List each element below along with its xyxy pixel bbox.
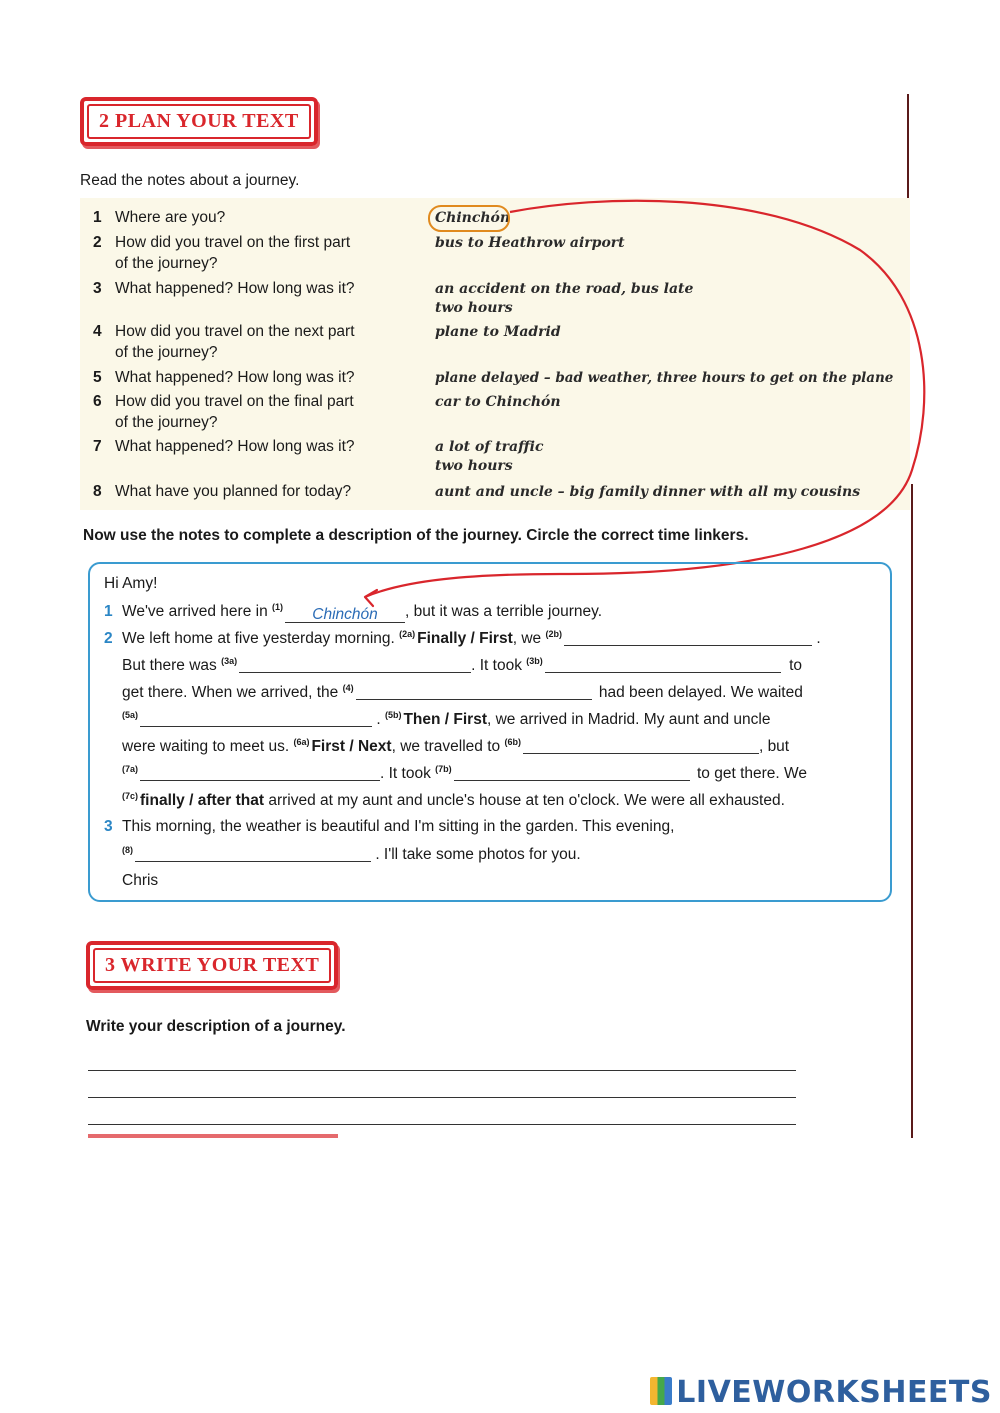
- text: .: [376, 711, 381, 728]
- linker-option-5b[interactable]: Then / First: [403, 711, 487, 728]
- ref-5b: (5b): [384, 710, 402, 720]
- text: . I'll take some photos for you.: [375, 846, 581, 863]
- blank-8[interactable]: [135, 845, 371, 862]
- blank-7b[interactable]: [454, 764, 690, 781]
- linker-option-2a[interactable]: Finally / First: [417, 630, 513, 647]
- letter-line-4: [122, 683, 803, 702]
- section-3-title: 3 WRITE YOUR TEXT: [93, 948, 331, 983]
- question-text: What happened? How long was it?: [115, 438, 355, 455]
- question-text: What have you planned for today?: [115, 483, 352, 500]
- ref-7a: (7a): [122, 764, 139, 774]
- letter-line-1: [104, 602, 602, 623]
- ref-3b: (3b): [526, 656, 543, 666]
- ref-5a: (5a): [122, 710, 139, 720]
- text: This morning, the weather is beautiful and I'm sitting in the garden. This evening,: [122, 818, 675, 835]
- question-number: 7: [93, 438, 102, 455]
- ref-2a: (2a): [399, 629, 416, 639]
- writing-line-1[interactable]: [88, 1070, 796, 1071]
- section-3-intro: Write your description of a journey.: [86, 1018, 346, 1035]
- question-text-cont: of the journey?: [115, 414, 218, 431]
- ref-6a: (6a): [293, 737, 310, 747]
- blank-2b[interactable]: [564, 629, 812, 646]
- red-bar-fragment: [88, 1134, 338, 1138]
- text: We've arrived here in: [122, 603, 268, 620]
- answer-2: bus to Heathrow airport: [435, 235, 625, 251]
- blank-6b[interactable]: [523, 737, 759, 754]
- ref-7c: (7c): [122, 791, 139, 801]
- text: get there. When we arrived, the: [122, 684, 339, 701]
- ref-3a: (3a): [221, 656, 238, 666]
- question-text-cont: of the journey?: [115, 255, 218, 272]
- blank-7a[interactable]: [140, 764, 380, 781]
- text: .: [816, 630, 821, 647]
- question-number: 5: [93, 369, 102, 386]
- letter-line-9: [104, 818, 674, 836]
- paragraph-number: 3: [104, 818, 113, 835]
- letter-signoff: Chris: [122, 872, 159, 889]
- blank-1[interactable]: Chinchón: [285, 606, 405, 623]
- answer-5: plane delayed – bad weather, three hours to get on the plane: [435, 370, 894, 386]
- ref-7b: (7b): [435, 764, 452, 774]
- ref-8: (8): [122, 845, 133, 855]
- letter-line-5: [122, 710, 770, 729]
- writing-line-3[interactable]: [88, 1124, 796, 1125]
- text: , but: [758, 738, 790, 755]
- section-2-intro: Read the notes about a journey.: [80, 172, 300, 189]
- text: had been delayed. We waited: [598, 684, 803, 701]
- brand-text: LIVEWORKSHEETS: [676, 1375, 992, 1410]
- letter-line-8: [122, 791, 785, 810]
- brand-logo-icon: [650, 1377, 672, 1405]
- text: to: [789, 657, 803, 674]
- ref-1: (1): [272, 602, 283, 612]
- text: , we travelled to: [391, 738, 501, 755]
- blank-3a[interactable]: [239, 656, 471, 673]
- answer-7-duration: two hours: [435, 458, 513, 474]
- letter-line-3: [122, 656, 802, 675]
- letter-line-7: [122, 764, 807, 783]
- question-text: Where are you?: [115, 209, 226, 226]
- paragraph-number: 1: [104, 603, 113, 620]
- text: to get there. We: [696, 765, 807, 782]
- text: . It took: [471, 657, 522, 674]
- text: But there was: [122, 657, 217, 674]
- blank-5a[interactable]: [140, 710, 372, 727]
- letter-line-10: [122, 845, 581, 864]
- answer-3-duration: two hours: [435, 300, 513, 316]
- question-number: 2: [93, 234, 102, 251]
- answer-7: a lot of traffic: [435, 439, 544, 455]
- text: We left home at five yesterday morning.: [122, 630, 395, 647]
- text: . It took: [380, 765, 431, 782]
- letter-greeting: Hi Amy!: [104, 575, 158, 592]
- ref-6b: (6b): [504, 737, 521, 747]
- ref-4: (4): [342, 683, 354, 693]
- text: , we: [512, 630, 542, 647]
- question-text: How did you travel on the final part: [115, 393, 354, 410]
- text: were waiting to meet us.: [122, 738, 290, 755]
- linker-option-6a[interactable]: First / Next: [311, 738, 392, 755]
- ref-2b: (2b): [545, 629, 562, 639]
- section-2-title: 2 PLAN YOUR TEXT: [87, 104, 311, 139]
- letter-line-6: [122, 737, 789, 756]
- answer-1: Chinchón: [435, 210, 511, 226]
- answer-6: car to Chinchón: [435, 394, 561, 410]
- question-number: 1: [93, 209, 102, 226]
- section-2-instruction: Now use the notes to complete a description of the journey. Circle the correct time linkers.: [83, 527, 749, 544]
- letter-line-2: [104, 629, 821, 648]
- question-text: What happened? How long was it?: [115, 280, 355, 297]
- question-number: 8: [93, 483, 102, 500]
- text: arrived at my aunt and uncle's house at ten o'clock. We were all exhausted.: [268, 792, 785, 809]
- text: , but it was a terrible journey.: [405, 603, 602, 620]
- blank-4[interactable]: [356, 683, 592, 700]
- question-text: How did you travel on the first part: [115, 234, 351, 251]
- text: , we arrived in Madrid. My aunt and uncle: [487, 711, 771, 728]
- question-number: 6: [93, 393, 102, 410]
- question-text: What happened? How long was it?: [115, 369, 355, 386]
- section-3-stamp: [86, 941, 338, 990]
- brand-watermark: [650, 1375, 992, 1410]
- question-text: How did you travel on the next part: [115, 323, 355, 340]
- answer-4: plane to Madrid: [435, 324, 561, 340]
- blank-3b[interactable]: [545, 656, 781, 673]
- margin-rule: [907, 94, 909, 198]
- answer-3: an accident on the road, bus late: [435, 281, 694, 297]
- paragraph-number: 2: [104, 630, 113, 647]
- answer-8: aunt and uncle – big family dinner with all my cousins: [435, 484, 861, 500]
- linker-option-7c[interactable]: finally / after that: [140, 792, 265, 809]
- question-number: 4: [93, 323, 102, 340]
- question-number: 3: [93, 280, 102, 297]
- question-text-cont: of the journey?: [115, 344, 218, 361]
- writing-line-2[interactable]: [88, 1097, 796, 1098]
- margin-rule-lower: [911, 484, 913, 1138]
